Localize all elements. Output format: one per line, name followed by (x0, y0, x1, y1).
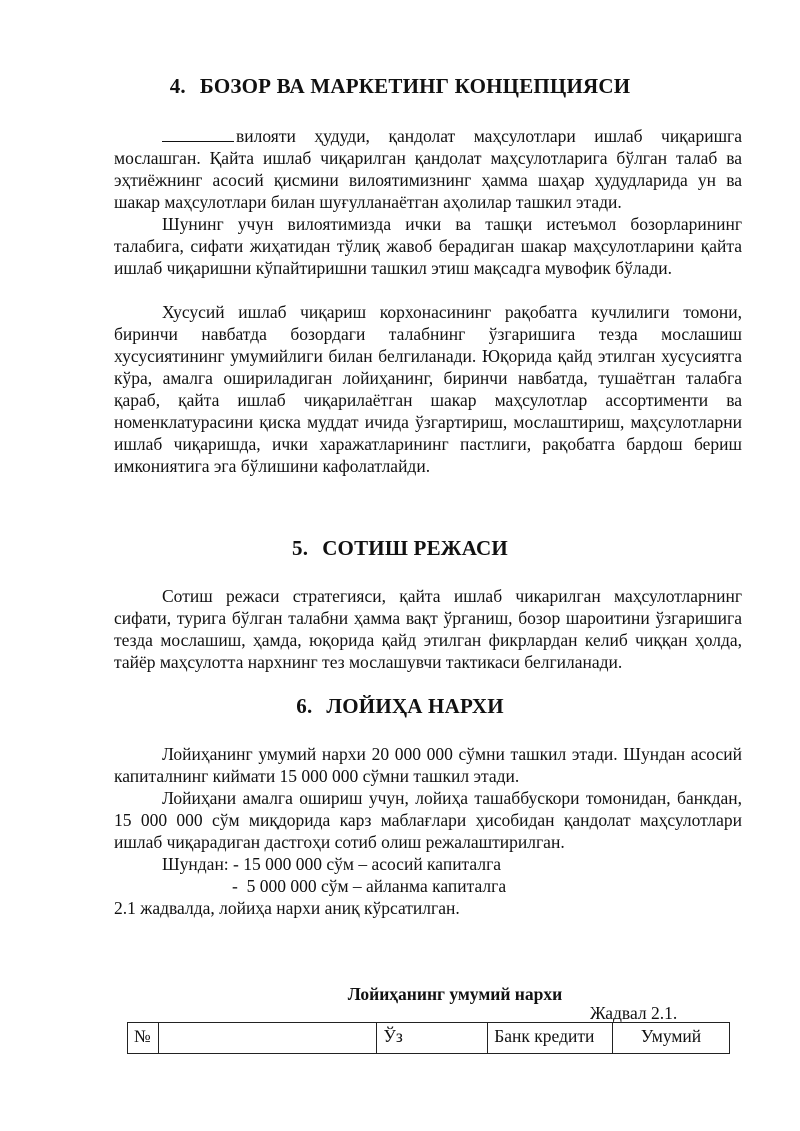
section-number: 4. (169, 74, 186, 98)
paragraph: Лойиҳани амалга ошириш учун, лойиҳа ташаббускори томонидан, банкдан, 15 000 000 сўм миқдорида карз маблағлари ҳисобидан қандолат маҳсулотлари ишлаб чиқарадиган дастгоҳи сотиб олиш режалаштирилган. (114, 788, 742, 852)
section-number: 5. (292, 536, 309, 560)
section-number: 6. (296, 694, 313, 718)
table-title: Лойиҳанинг умумий нархи (347, 984, 563, 1004)
paragraph-text: вилояти ҳудуди, қандолат маҳсулотлари ишлаб чиқаришга мослашган. Қайта ишлаб чиқарилган қандолат маҳсулотларига бўлган талаб ва эҳтиёжнинг асосий қисмини вилоятимизнинг ҳамма шаҳар ҳудудларида ун ва шакар маҳсулотлари билан шуғулланаётган аҳолилар ташкил этади. (114, 126, 742, 212)
table-header-cell: Банк кредити (488, 1023, 613, 1054)
table-header-row (128, 1023, 730, 1054)
paragraph: Шунинг учун вилоятимизда ички ва ташқи истеъмол бозорларининг талабига, сифати жиҳатидан тўлиқ жавоб берадиган шакар маҳсулотларини қайта ишлаб чиқаришни кўпайтиришни ташкил этиш мақсадга мувофик бўлади. (114, 214, 742, 278)
section-title: СОТИШ РЕЖАСИ (322, 536, 508, 560)
section-heading-5 (0, 536, 800, 561)
section-title: ЛОЙИҲА НАРХИ (326, 694, 504, 718)
paragraph (114, 125, 742, 213)
paragraph: Лойиҳанинг умумий нархи 20 000 000 сўмни ташкил этади. Шундан асосий капиталнинг киймати 15 000 000 сўмни ташкил этади. (114, 744, 742, 786)
section-heading-4 (0, 74, 800, 99)
price-table (127, 1022, 730, 1054)
table-caption: Жадвал 2.1. (590, 1003, 678, 1023)
text-line: 2.1 жадвалда, лойиҳа нархи аниқ кўрсатилган. (114, 898, 460, 918)
paragraph: Сотиш режаси стратегияси, қайта ишлаб чикарилган маҳсулотларнинг сифати, турига бўлган талабни ҳамма вақт ўрганиш, бозор шароитини ўзгаришига тезда мослашиш, ҳамда, юқорида қайд этилган фикрлардан келиб чиққан ҳолда, тайёр маҳсулотта нархнинг тез мослашувчи тактикаси белгиланади. (114, 586, 742, 672)
table-header-cell: Умумий (613, 1023, 730, 1054)
section-heading-6 (0, 694, 800, 719)
text-line: Шундан: - 15 000 000 сўм – асосий капиталга (162, 854, 502, 874)
table-header-cell (158, 1023, 376, 1054)
blank-line (162, 127, 234, 142)
table-header-cell: Ўз (377, 1023, 488, 1054)
text-line: - 5 000 000 сўм – айланма капиталга (232, 876, 507, 896)
table-header-cell: № (128, 1023, 159, 1054)
paragraph: Хусусий ишлаб чиқариш корхонасининг рақобатга кучлилиги томони, биринчи навбатда бозордаги талабнинг ўзгаришига тезда мослашиш хусусиятининг умумийлиги билан белгиланади. Юқорида қайд этилган хусусиятга кўра, амалга ошириладиган лойиҳанинг, биринчи навбатда, тушаётган талабга қараб, қайта ишлаб чиқарилаётган шакар маҳсулотлар ассортименти ва номенклатурасини қиска муддат ичида ўзгартириш, мослаштириш, маҳсулотларни ишлаб чиқаришда, ички харажатларининг пастлиги, рақобатга бардош бериш имкониятига эга бўлишини кафолатлайди. (114, 302, 742, 476)
section-title: БОЗОР ВА МАРКЕТИНГ КОНЦЕПЦИЯСИ (199, 74, 631, 98)
